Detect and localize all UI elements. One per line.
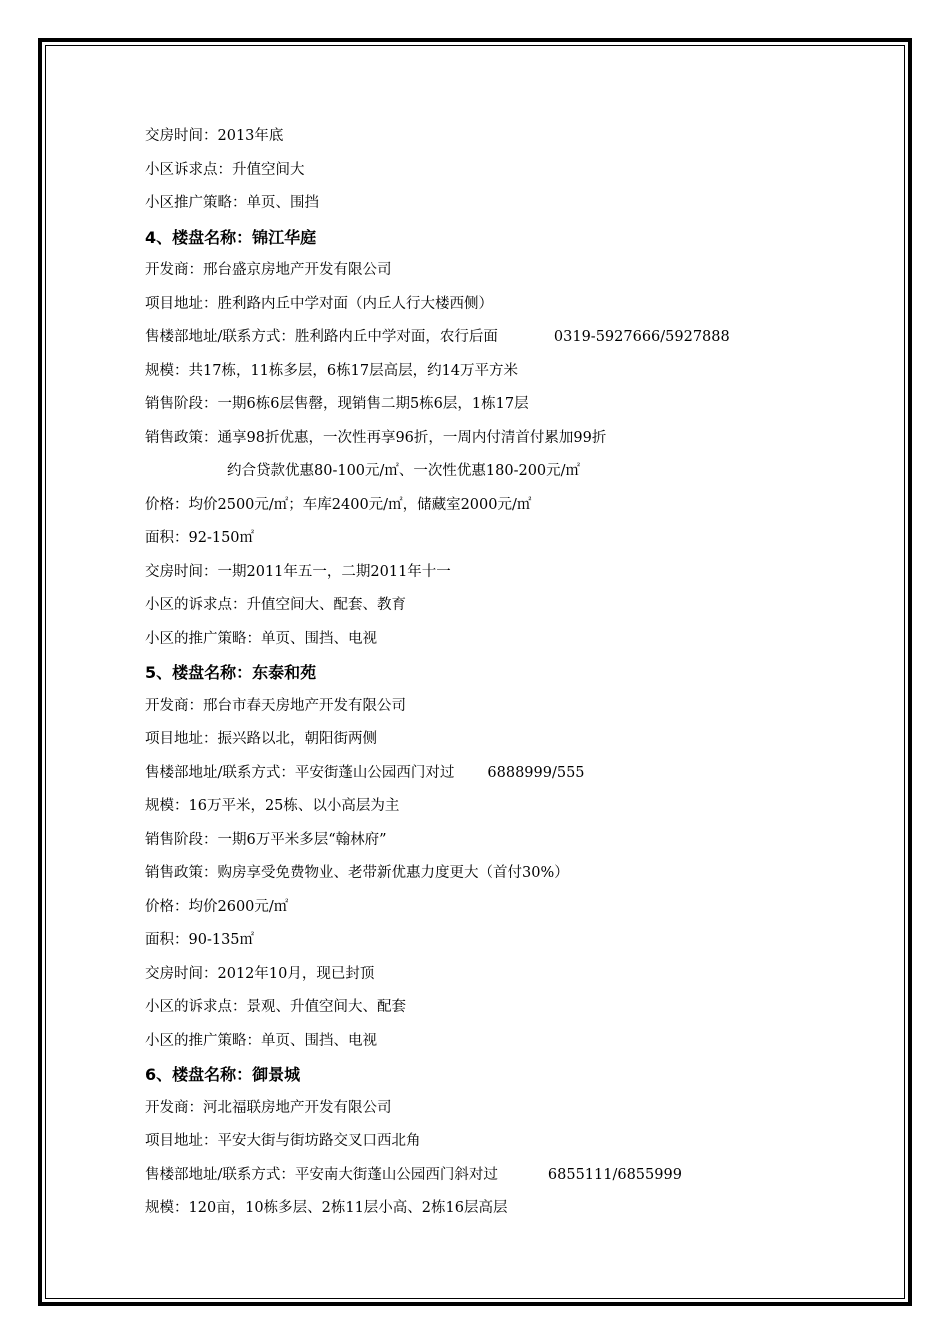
- s4-developer: 开发商：邢台盛京房地产开发有限公司: [145, 262, 392, 278]
- s3-promo: 小区推广策略：单页、围挡: [145, 195, 319, 211]
- s4-appeal: 小区的诉求点：升值空间大、配套、教育: [145, 597, 406, 613]
- s3-appeal: 小区诉求点：升值空间大: [145, 161, 305, 178]
- s4-policy: 销售政策：通享98折优惠，一次性再享96折，一周内付清首付累加99折: [145, 429, 607, 446]
- s5-price: 价格：均价2600元/㎡: [145, 898, 289, 915]
- document-body: [145, 120, 845, 1226]
- s6-scale: 规模：120亩，10栋多层、2栋11层小高、2栋16层高层: [145, 1200, 508, 1216]
- s5-sales-office-line: [145, 757, 845, 791]
- s3-handover: 交房时间：2013年底: [145, 128, 284, 144]
- s5-sales-office: 售楼部地址/联系方式：平安街蓬山公园西门对过: [145, 764, 455, 781]
- s4-phone: 0319-5927666/5927888: [553, 329, 730, 345]
- s5-address: 项目地址：振兴路以北，朝阳街两侧: [145, 731, 377, 747]
- s5-phone: 6888999/555: [487, 764, 585, 781]
- s5-stage: 销售阶段：一期6万平米多层“翰林府”: [145, 831, 387, 848]
- s5-handover: 交房时间：2012年10月，现已封顶: [145, 965, 375, 982]
- s6-developer: 开发商：河北福联房地产开发有限公司: [145, 1099, 392, 1116]
- s5-appeal: 小区的诉求点：景观、升值空间大、配套: [145, 999, 406, 1015]
- s5-policy: 销售政策：购房享受免费物业、老带新优惠力度更大（首付30%）: [145, 865, 569, 881]
- s5-scale: 规模：16万平米，25栋、以小高层为主: [145, 798, 400, 814]
- s4-sales-office-line: [145, 321, 845, 355]
- s4-promo: 小区的推广策略：单页、围挡、电视: [145, 630, 377, 647]
- s4-handover: 交房时间：一期2011年五一，二期2011年十一: [145, 563, 451, 580]
- s5-developer: 开发商：邢台市春天房地产开发有限公司: [145, 697, 406, 714]
- s6-title: 6、楼盘名称：御景城: [145, 1065, 301, 1084]
- s5-title: 5、楼盘名称：东泰和苑: [145, 663, 317, 682]
- s4-address: 项目地址：胜利路内丘中学对面（内丘人行大楼西侧）: [145, 295, 493, 312]
- s4-stage: 销售阶段：一期6栋6层售罄，现销售二期5栋6层，1栋17层: [145, 396, 529, 412]
- s4-price: 价格：均价2500元/㎡；车库2400元/㎡，储藏室2000元/㎡: [145, 496, 532, 513]
- s6-sales-office: 售楼部地址/联系方式：平安南大街蓬山公园西门斜对过: [145, 1166, 498, 1183]
- s4-policy-cont: 约合贷款优惠80-100元/㎡、一次性优惠180-200元/㎡: [227, 463, 581, 479]
- s4-sales-office: 售楼部地址/联系方式：胜利路内丘中学对面，农行后面: [145, 329, 498, 345]
- s4-title: 4、楼盘名称：锦江华庭: [145, 227, 317, 247]
- s5-promo: 小区的推广策略：单页、围挡、电视: [145, 1032, 377, 1049]
- s6-sales-office-line: [145, 1159, 845, 1193]
- s4-area: 面积：92-150㎡: [145, 530, 255, 546]
- s5-area: 面积：90-135㎡: [145, 932, 255, 948]
- s6-address: 项目地址：平安大街与街坊路交叉口西北角: [145, 1133, 421, 1149]
- s6-phone: 6855111/6855999: [547, 1166, 682, 1183]
- s4-scale: 规模：共17栋，11栋多层，6栋17层高层，约14万平方米: [145, 362, 519, 379]
